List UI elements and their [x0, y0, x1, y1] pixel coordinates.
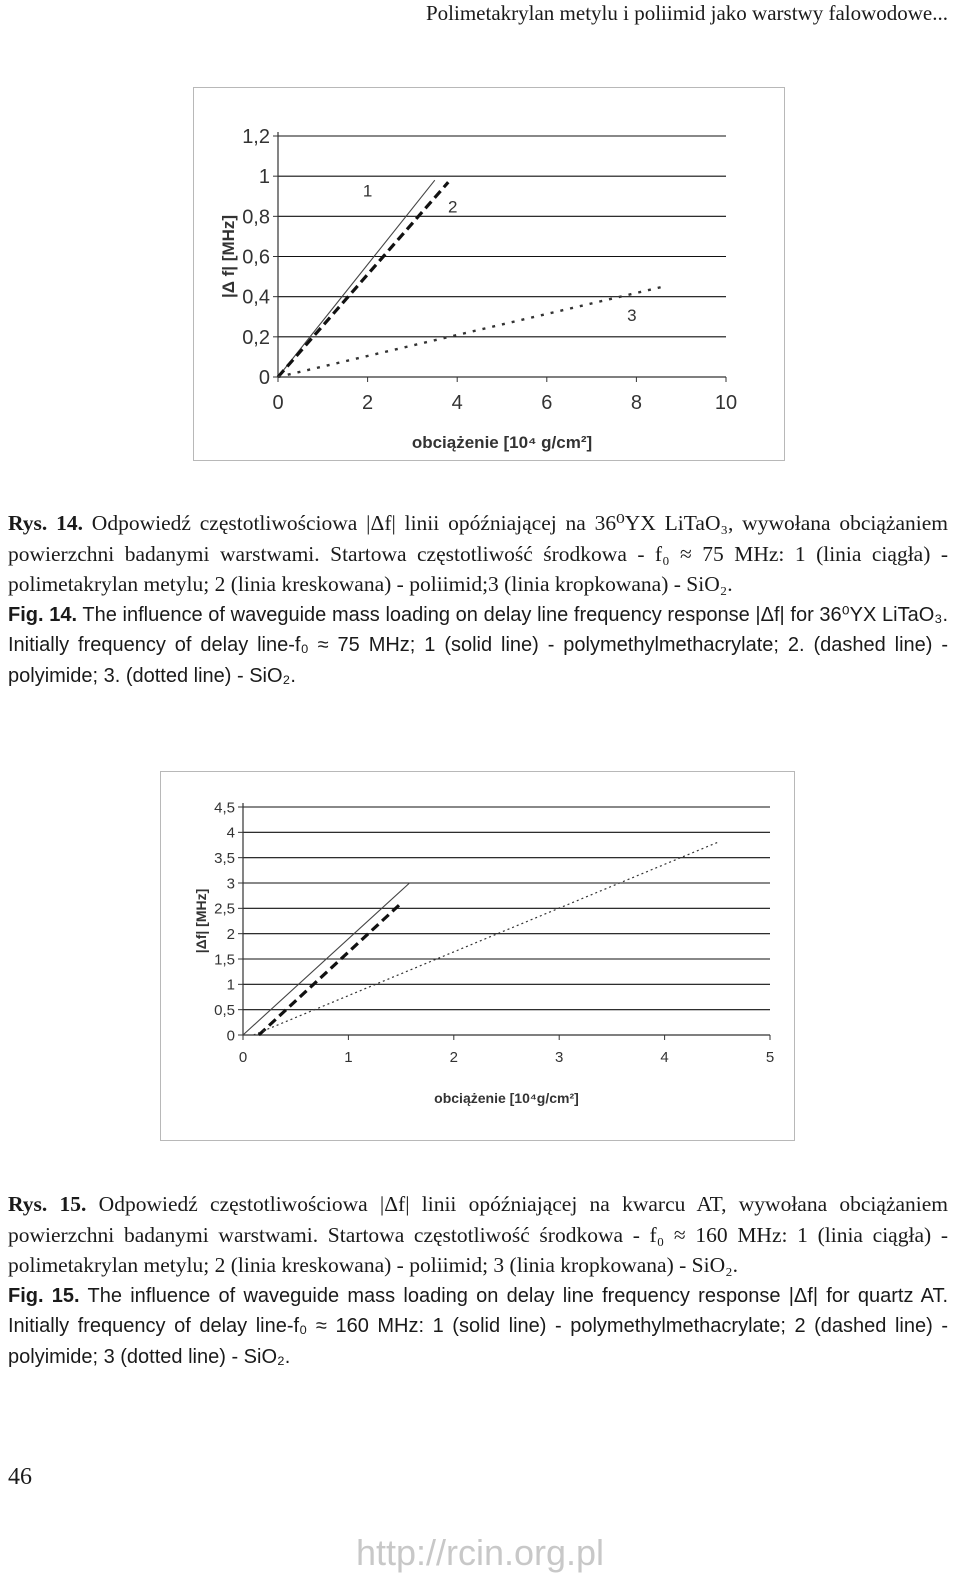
- figure-14-plot: [194, 88, 784, 460]
- fig15-x-axis-label: obciążenie [10⁴g/cm²]: [434, 1090, 579, 1106]
- caption-fig14-text: The influence of waveguide mass loading on delay line frequency response |Δf| for 36⁰YX LiTaO₃. Initially frequency of delay line-f₀ ≈ 75 MHz; 1 (solid line) - polymethylmethacrylate; 2. (dashed line) - polyimide; 3. (dotted line) - SiO₂.: [8, 603, 949, 687]
- fig15-x-tick-label: 5: [765, 1049, 775, 1066]
- caption-rys15: [8, 1189, 948, 1281]
- fig15-x-tick-label: 0: [238, 1049, 248, 1066]
- figure-15-plot: [161, 772, 794, 1140]
- fig15-y-axis-label: |Δf| [MHz]: [193, 888, 209, 954]
- caption-fig14: [8, 600, 948, 692]
- fig14-x-tick-label: 6: [541, 392, 553, 414]
- page-number: 46: [8, 1464, 32, 1490]
- fig15-x-tick-label: 3: [555, 1049, 564, 1066]
- fig14-series-3-line: [278, 287, 663, 377]
- fig15-y-tick-label: 3,5: [214, 849, 235, 867]
- fig14-y-tick-label: 0,8: [242, 206, 270, 229]
- figure-14-chart: [193, 87, 785, 461]
- caption-rys14-text: Odpowiedź częstotliwościowa |Δf| linii opóźniającej na 36⁰YX LiTaO₃, wywołana obciążaniem powierzchni badanymi warstwami. Startowa częstotliwość środkowa - f₀ ≈ 75 MHz: 1 (linia ciągła) - polimetakrylan metylu; 2 (linia kreskowana) - poliimid;3 (linia kropkowana) - SiO₂.: [8, 511, 948, 597]
- fig15-x-tick-label: 1: [344, 1049, 353, 1066]
- fig14-series-annotation: 2: [447, 197, 458, 217]
- figure-15-chart: [160, 771, 795, 1141]
- fig14-x-tick-label: 10: [714, 392, 738, 414]
- fig15-x-tick-label: 4: [660, 1049, 669, 1066]
- fig15-y-tick-label: 4: [226, 824, 235, 842]
- caption-fig14-label: Fig. 14.: [8, 603, 78, 626]
- fig14-series-annotation: 3: [627, 305, 637, 325]
- fig14-x-tick-label: 0: [272, 392, 284, 414]
- figure-14-caption: [8, 508, 948, 692]
- fig15-y-tick-label: 3: [226, 875, 235, 893]
- caption-fig15: [8, 1281, 948, 1373]
- caption-rys14: [8, 508, 948, 600]
- caption-fig15-label: Fig. 15.: [8, 1284, 80, 1307]
- fig15-series-3-line: [254, 842, 718, 1035]
- fig14-y-tick-label: 0,2: [242, 326, 270, 349]
- fig15-y-tick-label: 2,5: [214, 900, 235, 918]
- watermark: http://rcin.org.pl: [355, 1532, 605, 1573]
- fig14-series-annotation: 1: [362, 181, 373, 201]
- fig14-y-tick-label: 0,4: [242, 286, 270, 309]
- fig14-y-axis-label: |Δ f| [MHz]: [219, 214, 238, 299]
- caption-rys15-text: Odpowiedź częstotliwościowa |Δf| linii opóźniającej na kwarcu AT, wywołana obciążaniem powierzchni badanymi warstwami. Startowa częstotliwość środkowa - f₀ ≈ 160 MHz: 1 (linia ciągła) - polimetakrylan metylu; 2 (linia kreskowana) - poliimid; 3 (linia kropkowana) - SiO₂.: [8, 1192, 949, 1278]
- fig14-series-1-line: [278, 180, 435, 377]
- fig14-y-tick-label: 0: [258, 367, 270, 389]
- fig15-y-tick-label: 1: [226, 976, 235, 994]
- fig15-y-tick-label: 0,5: [214, 1001, 235, 1019]
- fig14-y-tick-label: 1,2: [242, 126, 270, 148]
- fig15-y-tick-label: 0: [226, 1027, 235, 1045]
- figure-15-caption: [8, 1189, 948, 1373]
- fig14-y-tick-label: 0,6: [242, 246, 270, 269]
- running-header: Polimetakrylan metylu i poliimid jako warstwy falowodowe...: [426, 1, 948, 25]
- caption-rys15-label: Rys. 15.: [8, 1192, 87, 1216]
- caption-fig15-text: The influence of waveguide mass loading on delay line frequency response |Δf| for quartz AT. Initially frequency of delay line-f₀ ≈ 160 MHz: 1 (solid line) - polymethylmethacrylate; 2 (dashed line) - polyimide; 3 (dotted line) - SiO₂.: [8, 1284, 949, 1368]
- caption-rys14-label: Rys. 14.: [8, 511, 83, 535]
- fig14-x-tick-label: 2: [362, 392, 374, 414]
- fig14-x-tick-label: 8: [630, 392, 642, 414]
- fig15-y-tick-label: 2: [226, 925, 235, 943]
- fig14-series-2-line: [278, 182, 448, 377]
- fig15-series-2-line: [259, 903, 401, 1035]
- fig14-y-tick-label: 1: [258, 166, 270, 189]
- fig15-y-tick-label: 1,5: [214, 951, 235, 969]
- fig14-x-axis-label: obciążenie [10⁴ g/cm²]: [411, 433, 593, 452]
- fig14-x-tick-label: 4: [451, 392, 463, 414]
- fig15-x-tick-label: 2: [449, 1049, 458, 1066]
- fig15-y-tick-label: 4,5: [214, 799, 235, 817]
